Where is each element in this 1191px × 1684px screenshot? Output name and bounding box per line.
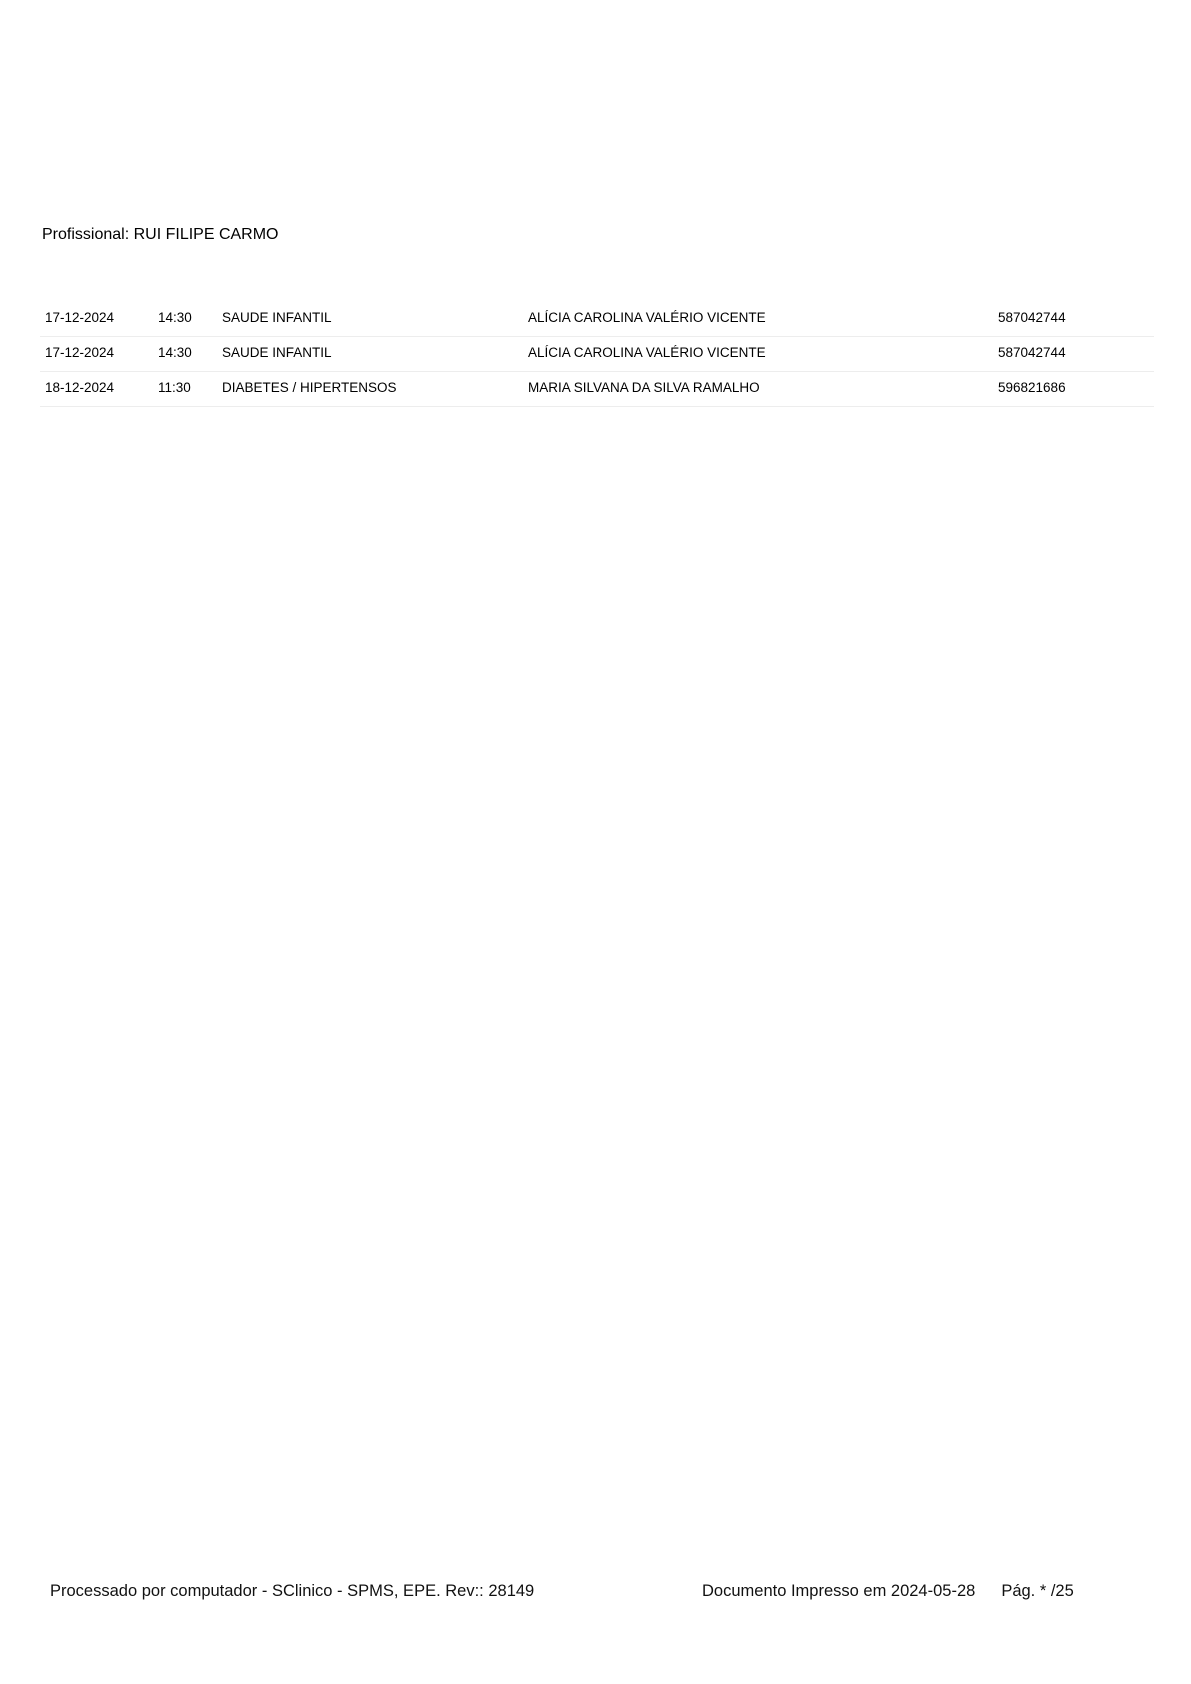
patient-name: ALÍCIA CAROLINA VALÉRIO VICENTE — [528, 345, 766, 360]
patient-name: MARIA SILVANA DA SILVA RAMALHO — [528, 380, 760, 395]
appointment-type: SAUDE INFANTIL — [222, 310, 332, 325]
appointment-time: 14:30 — [158, 345, 192, 360]
appointment-time: 11:30 — [158, 380, 191, 395]
appointment-date: 17-12-2024 — [45, 345, 115, 360]
table-row — [40, 302, 1154, 337]
appointment-type: DIABETES / HIPERTENSOS — [222, 380, 397, 395]
patient-number: 587042744 — [998, 310, 1066, 325]
table-row — [40, 337, 1154, 372]
footer-page-number: Pág. * /25 — [1001, 1582, 1074, 1600]
footer-print-info — [702, 1582, 1074, 1601]
table-row — [40, 372, 1154, 407]
patient-number: 596821686 — [998, 380, 1066, 395]
patient-name: ALÍCIA CAROLINA VALÉRIO VICENTE — [528, 310, 766, 325]
footer-processed-by: Processado por computador - SClinico - SPMS, EPE. Rev:: 28149 — [50, 1582, 535, 1600]
appointment-type: SAUDE INFANTIL — [222, 345, 332, 360]
footer-printed-on: Documento Impresso em 2024-05-28 — [702, 1582, 976, 1600]
appointment-date: 18-12-2024 — [45, 380, 115, 395]
professional-heading: Profissional: RUI FILIPE CARMO — [42, 226, 279, 243]
appointments-table — [40, 302, 1154, 407]
appointment-date: 17-12-2024 — [45, 310, 115, 325]
patient-number: 587042744 — [998, 345, 1066, 360]
appointment-time: 14:30 — [158, 310, 192, 325]
